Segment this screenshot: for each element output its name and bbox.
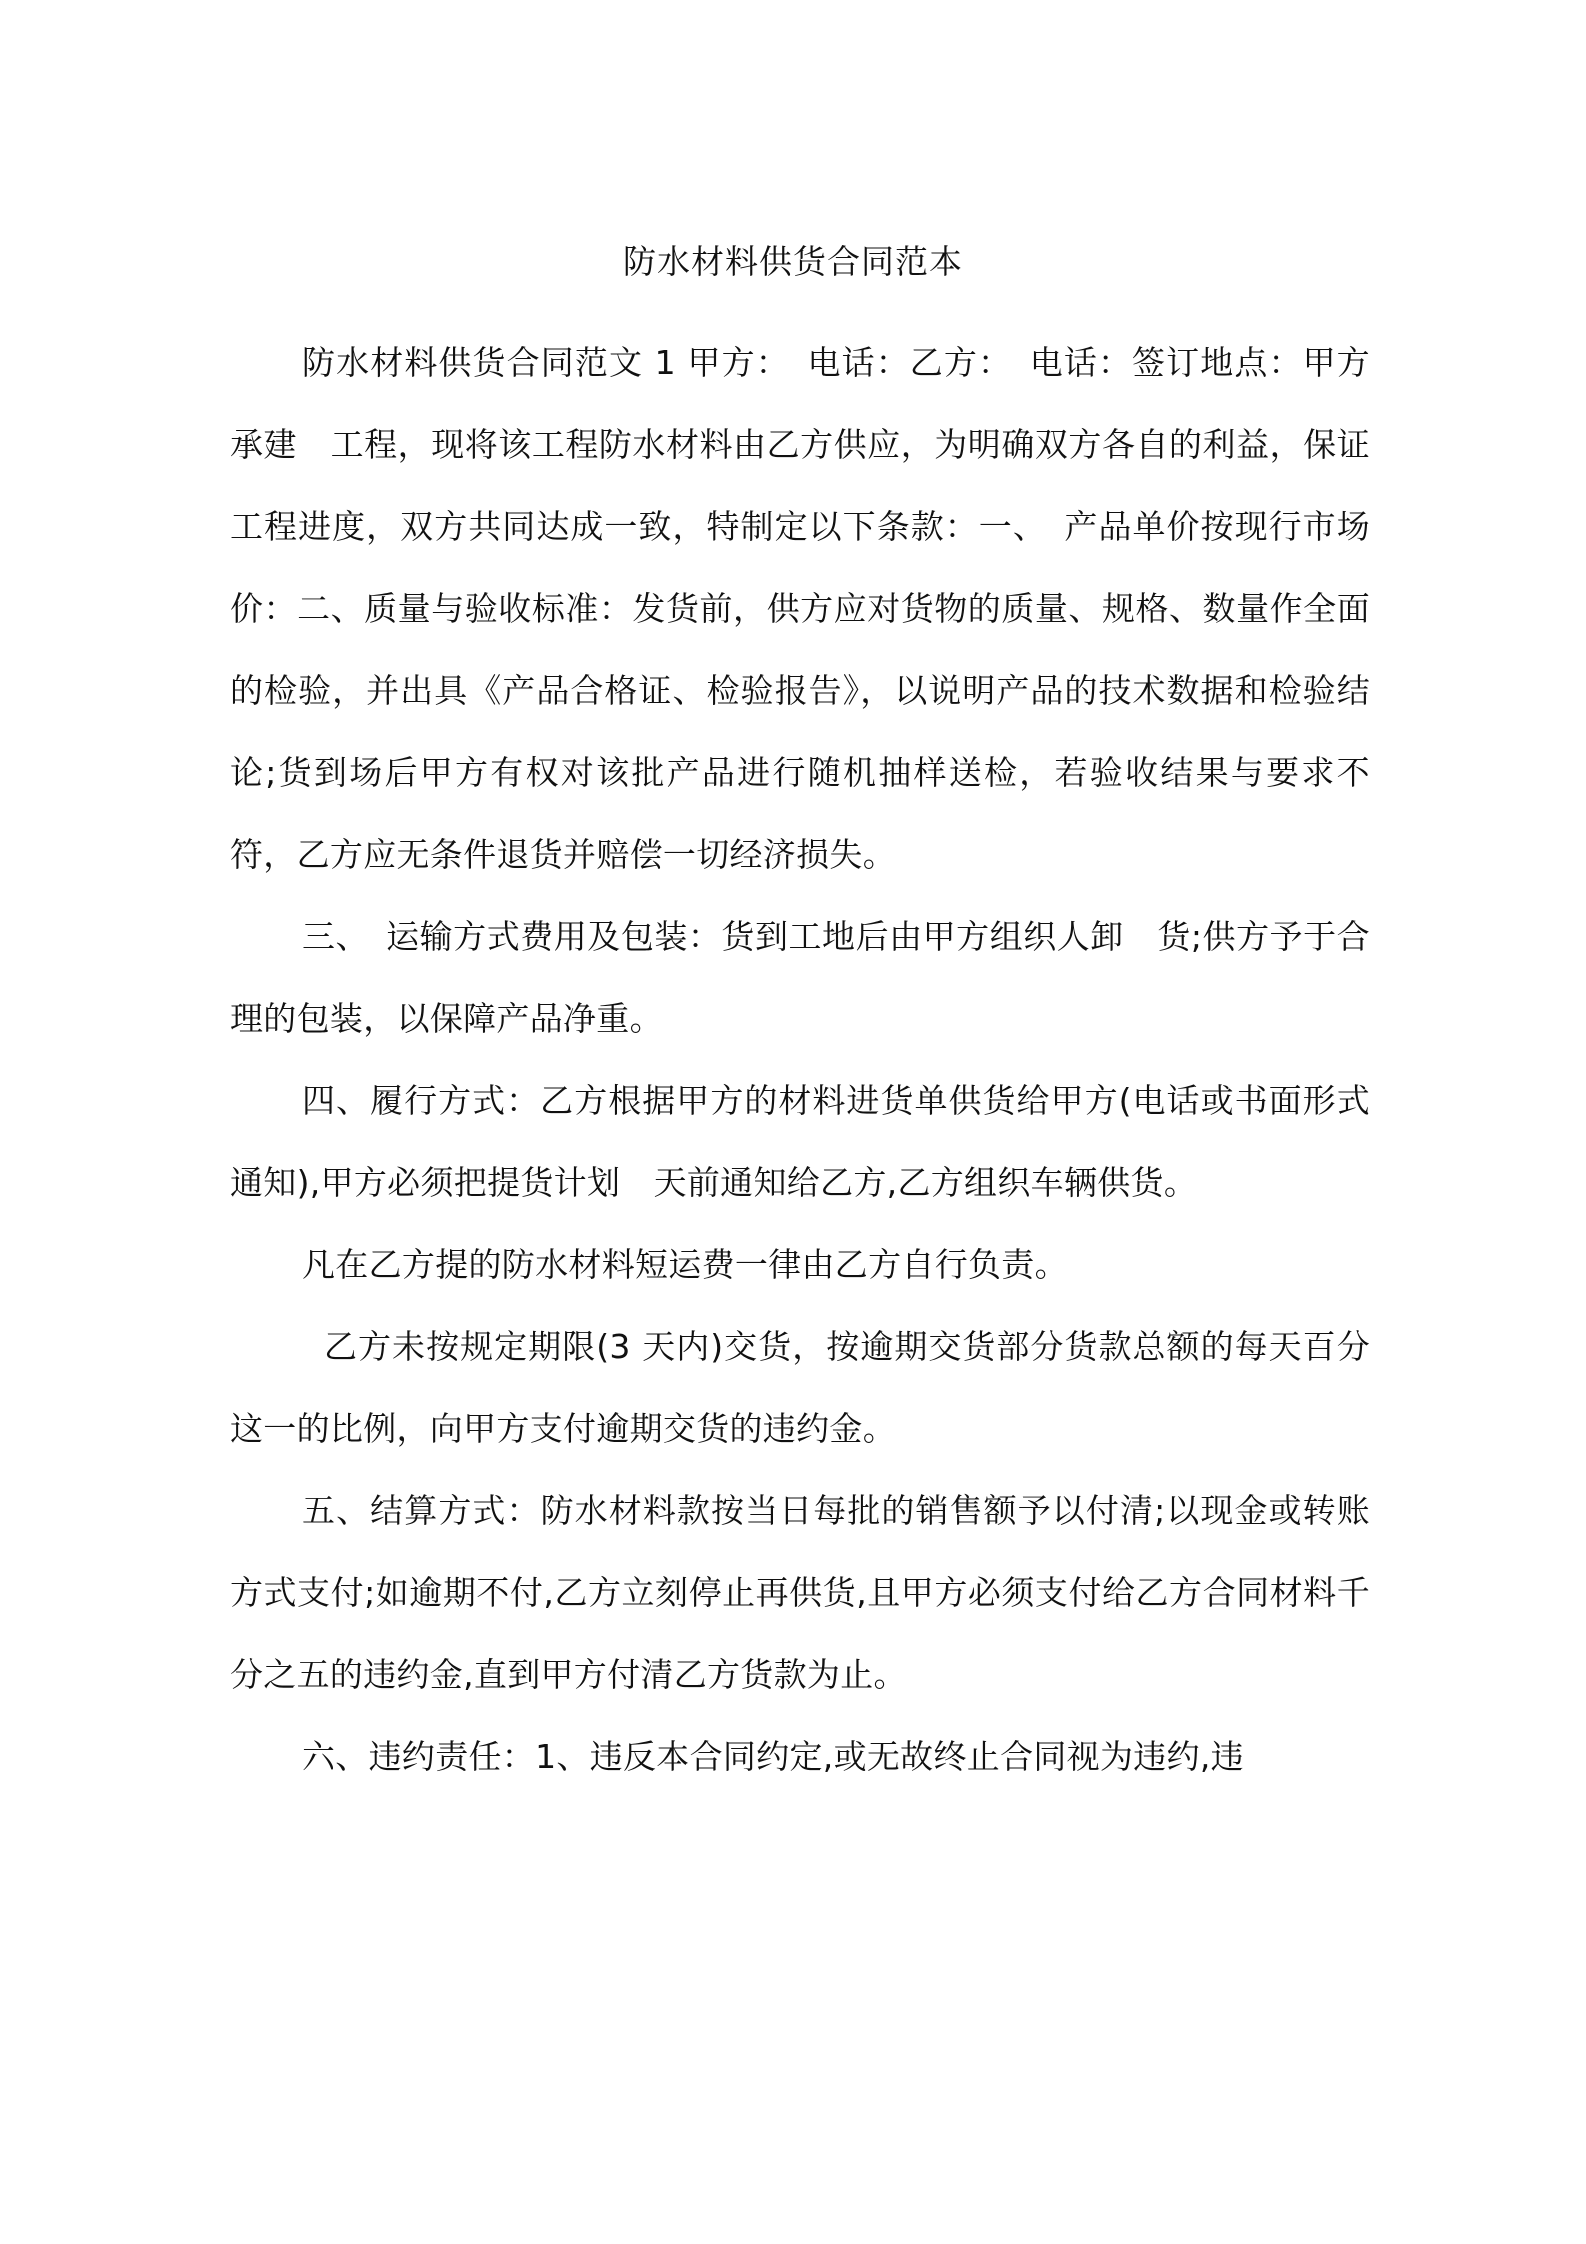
document-title: 防水材料供货合同范本 [623, 242, 963, 281]
paragraph-intro: 防水材料供货合同范文 1 甲方： 电话：乙方： 电话：签订地点：甲方承建 工程，现将该工程防水材料由乙方供应，为明确双方各自的利益，保证工程进度，双方共同达成一致，特制定以下条款：一、 产品单价按现行市场价：二、质量与验收标准：发货前，供方应对货物的质量、规格、数量作全面的检验，并出具《产品合格证、检验报告》，以说明产品的技术数据和检验结论;货到场后甲方有权对该批产品进行随机抽样送检，若验收结果与要求不符，乙方应无条件退货并赔偿一切经济损失。 [230, 343, 1370, 874]
document-body [230, 322, 1370, 1798]
paragraph-liability: 六、违约责任：1、违反本合同约定,或无故终止合同视为违约,违 [302, 1737, 1244, 1776]
paragraph-settlement: 五、结算方式：防水材料款按当日每批的销售额予以付清;以现金或转账方式支付;如逾期不付,乙方立刻停止再供货,且甲方必须支付给乙方合同材料千分之五的违约金,直到甲方付清乙方货款为止。 [230, 1491, 1370, 1694]
paragraph-performance: 四、履行方式：乙方根据甲方的材料进货单供货给甲方(电话或书面形式通知),甲方必须把提货计划 天前通知给乙方,乙方组织车辆供货。 [230, 1081, 1370, 1202]
paragraph-transport: 三、 运输方式费用及包装：货到工地后由甲方组织人卸 货;供方予于合理的包装，以保障产品净重。 [230, 917, 1370, 1038]
paragraph-freight: 凡在乙方提的防水材料短运费一律由乙方自行负责。 [302, 1245, 1068, 1284]
paragraph-late-delivery: 乙方未按规定期限(3 天内)交货，按逾期交货部分货款总额的每天百分这一的比例，向甲方支付逾期交货的违约金。 [230, 1327, 1370, 1448]
